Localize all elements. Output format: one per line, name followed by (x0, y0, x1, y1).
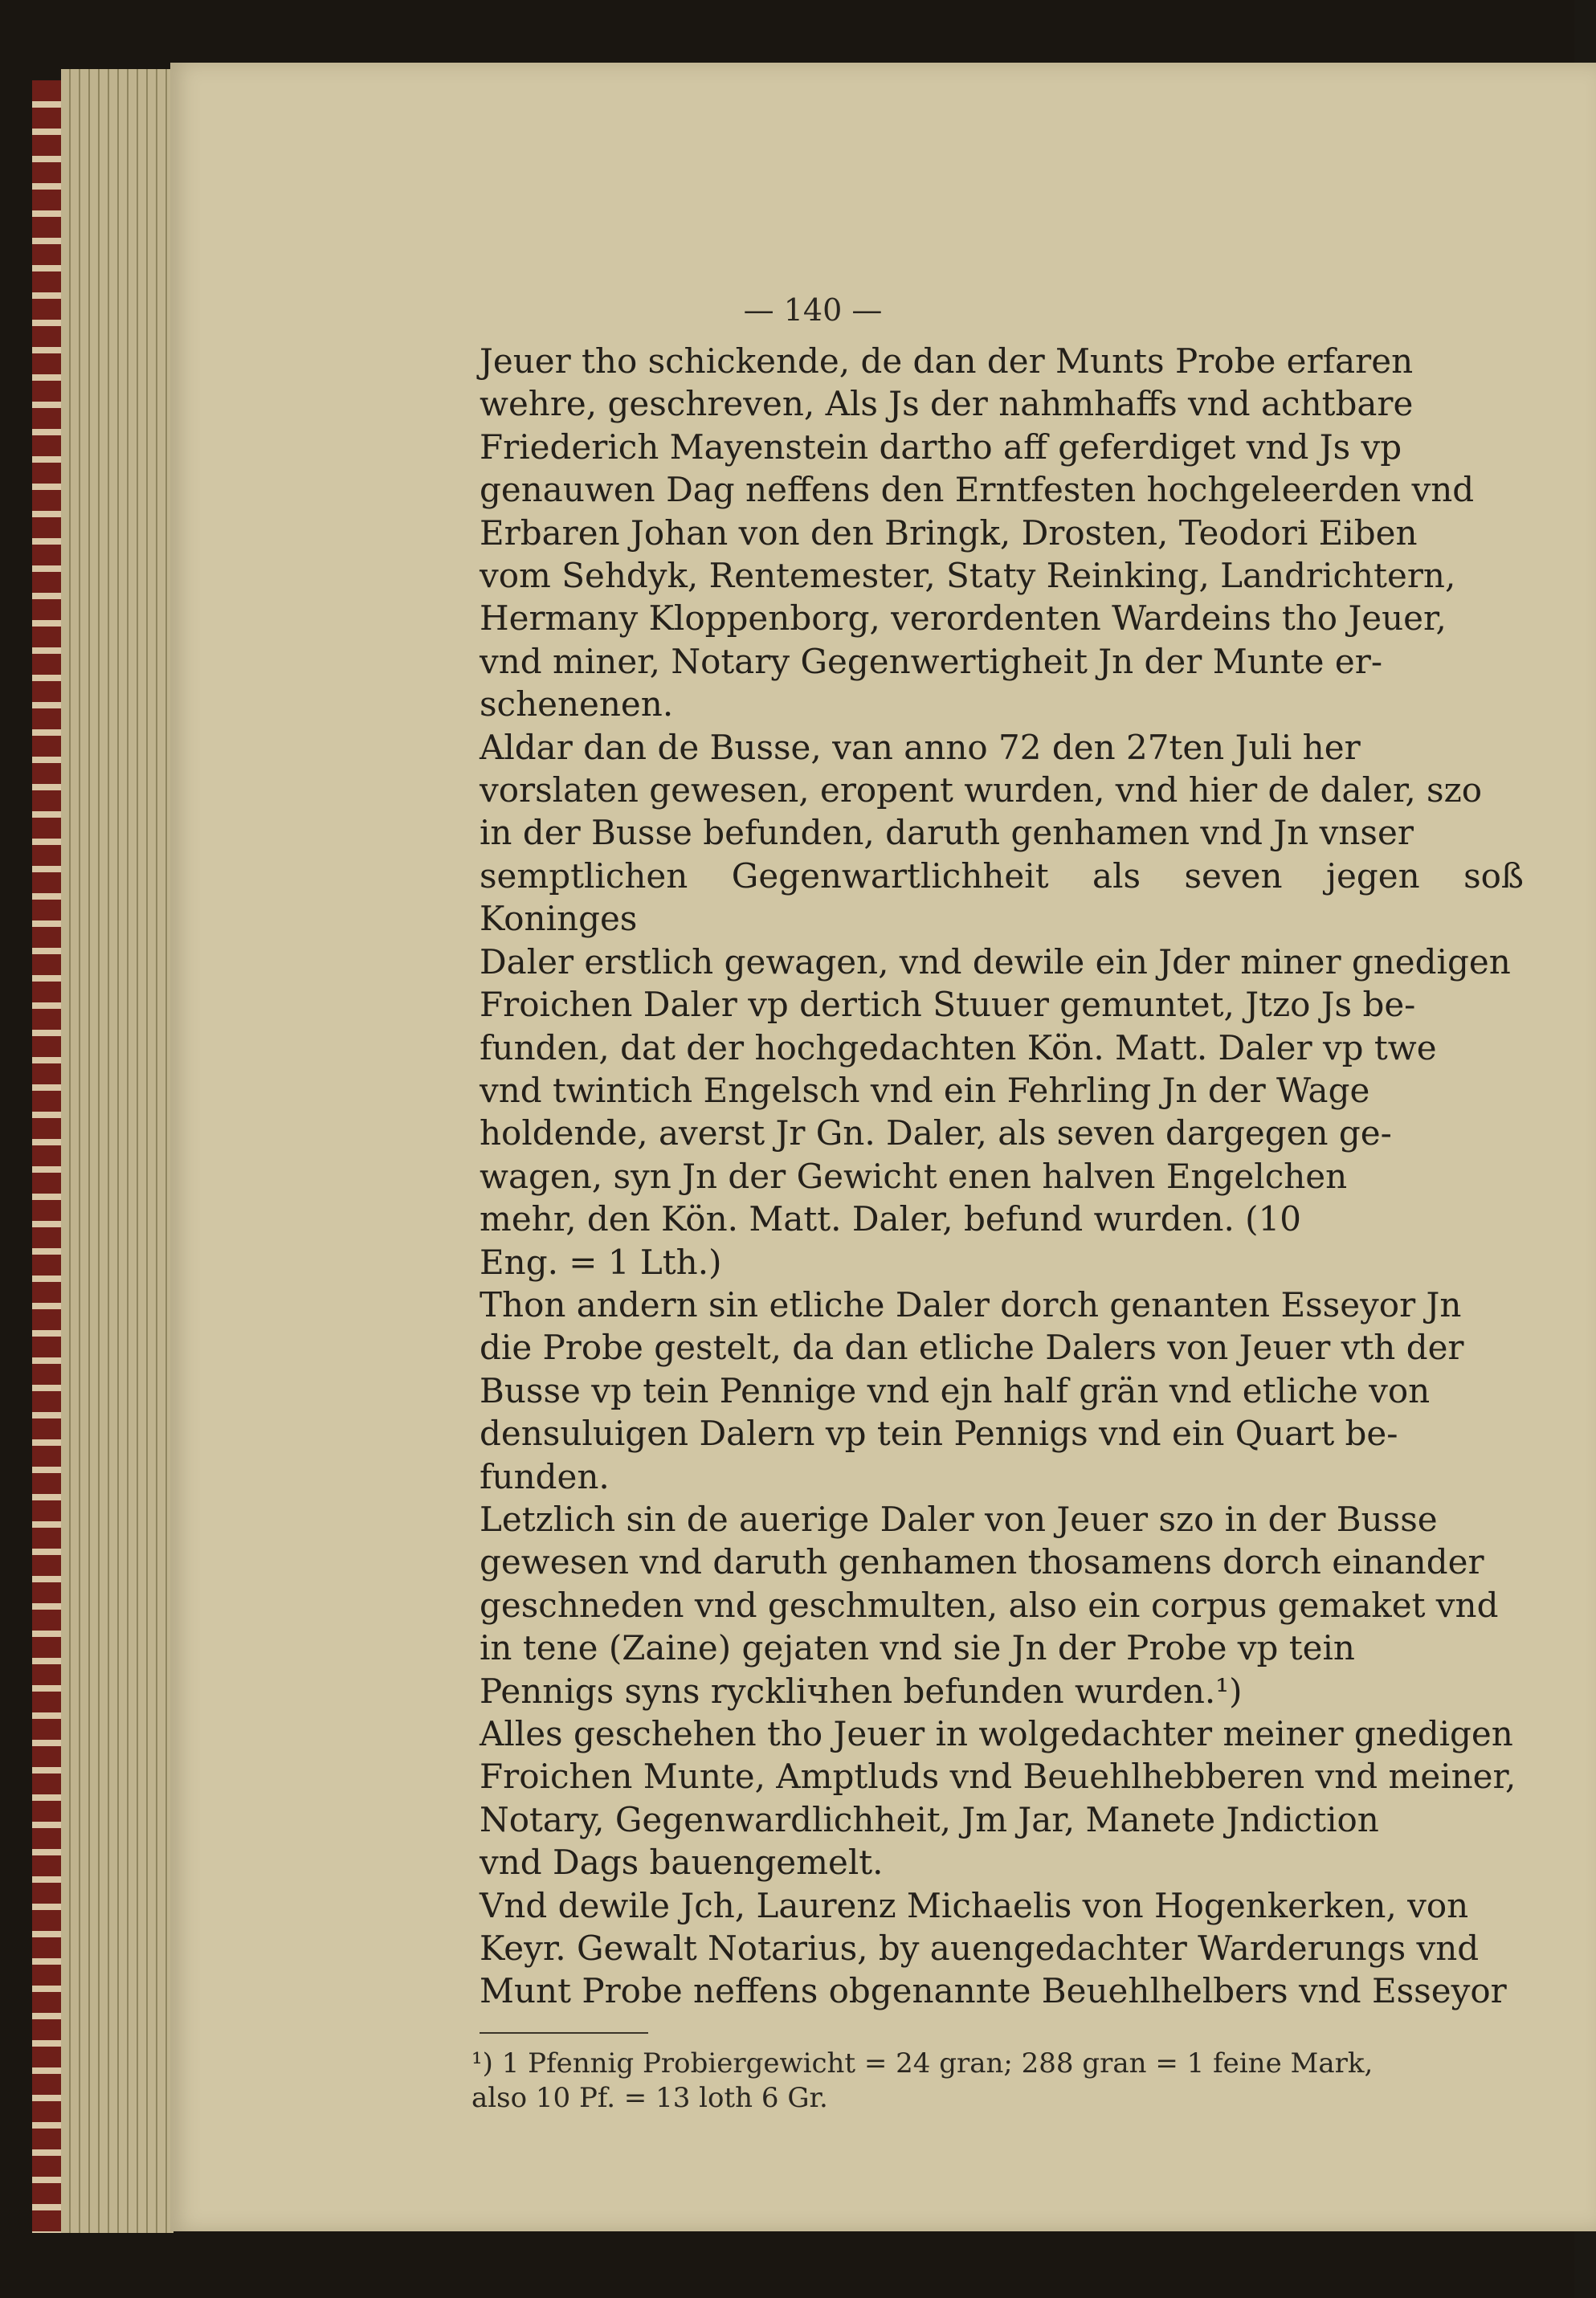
book-binding (32, 80, 63, 2233)
paragraph-2: Aldar dan de Busse, van anno 72 den 27ten Juli her vorslaten gewesen, eropent wurden, vnd hier de daler, szo in der Busse befunden, daruth genhamen vnd Jn vnser semptlichen Gegenwartlichheit als seven jegen soß Koninges Daler erstlich gewagen, vnd dewile ein Jder miner gnedigen Froichen Daler vp dertich Stuuer gemuntet, Jtzo Js be- funden, dat der hochgedachten Kön. Matt. Daler vp twe vnd twintich Engelsch vnd ein Fehrling Jn der Wage holdende, averst Jr Gn. Daler, als seven dargegen ge- wagen, syn Jn der Gewicht enen halven Engelchen mehr, den Kön. Matt. Daler, befund wurden. (10 Eng. = 1 Lth.) (480, 727, 1524, 1282)
page-number: — 140 — (743, 292, 883, 328)
page-edges (61, 69, 173, 2233)
paragraph-4: Letzlich sin de auerige Daler von Jeuer szo in der Busse gewesen vnd daruth genhamen thosamens dorch einander geschneden vnd geschmulten, also ein corpus gemaket vnd in tene (Zaine) gejaten vnd sie Jn der Probe vp tein Pennigs syns ryckliчhen befunden wurden.¹) (480, 1499, 1499, 1711)
paragraph-3: Thon andern sin etliche Daler dorch genanten Esseyor Jn die Probe gestelt, da dan etliche Dalers von Jeuer vth der Busse vp tein Pennige vnd ejn half grän vnd etliche von densuluigen Dalern vp tein Pennigs vnd ein Quart be- funden. (480, 1284, 1464, 1496)
paragraph-6: Vnd dewile Jch, Laurenz Michaelis von Hogenkerken, von Keyr. Gewalt Notarius, by auengedachter Warderungs vnd Munt Probe neffens obgenannte Beuehlhelbers vnd Esseyor (480, 1885, 1507, 2011)
book-page (170, 63, 1596, 2231)
paragraph-1: Jeuer tho schickende, de dan der Munts Probe erfaren wehre, geschreven, Als Js der nahmhaffs vnd achtbare Friederich Mayenstein dartho aff geferdiget vnd Js vp genauwen Dag neffens den Erntfesten hochgeleerden vnd Erbaren Johan von den Bringk, Drosten, Teodori Eiben vom Sehdyk, Rentemester, Staty Reinking, Landrichtern, Hermany Kloppenborg, verordenten Wardeins tho Jeuer, vnd miner, Notary Gegenwertigheit Jn der Munte er- schenenen. (480, 341, 1475, 725)
footnote: ¹) 1 Pfennig Probiergewicht = 24 gran; 288 gran = 1 feine Mark, also 10 Pf. = 13 loth 6 Gr. (471, 2047, 1374, 2114)
paragraph-5: Alles geschehen tho Jeuer in wolgedachter meiner gnedigen Froichen Munte, Amptluds vnd Beuehlhebberen vnd meiner, Notary, Gegenwardlichheit, Jm Jar, Manete Jndiction vnd Dags bauengemelt. (480, 1714, 1516, 1883)
body-text (480, 340, 1524, 2013)
footnote-divider (480, 2032, 648, 2034)
